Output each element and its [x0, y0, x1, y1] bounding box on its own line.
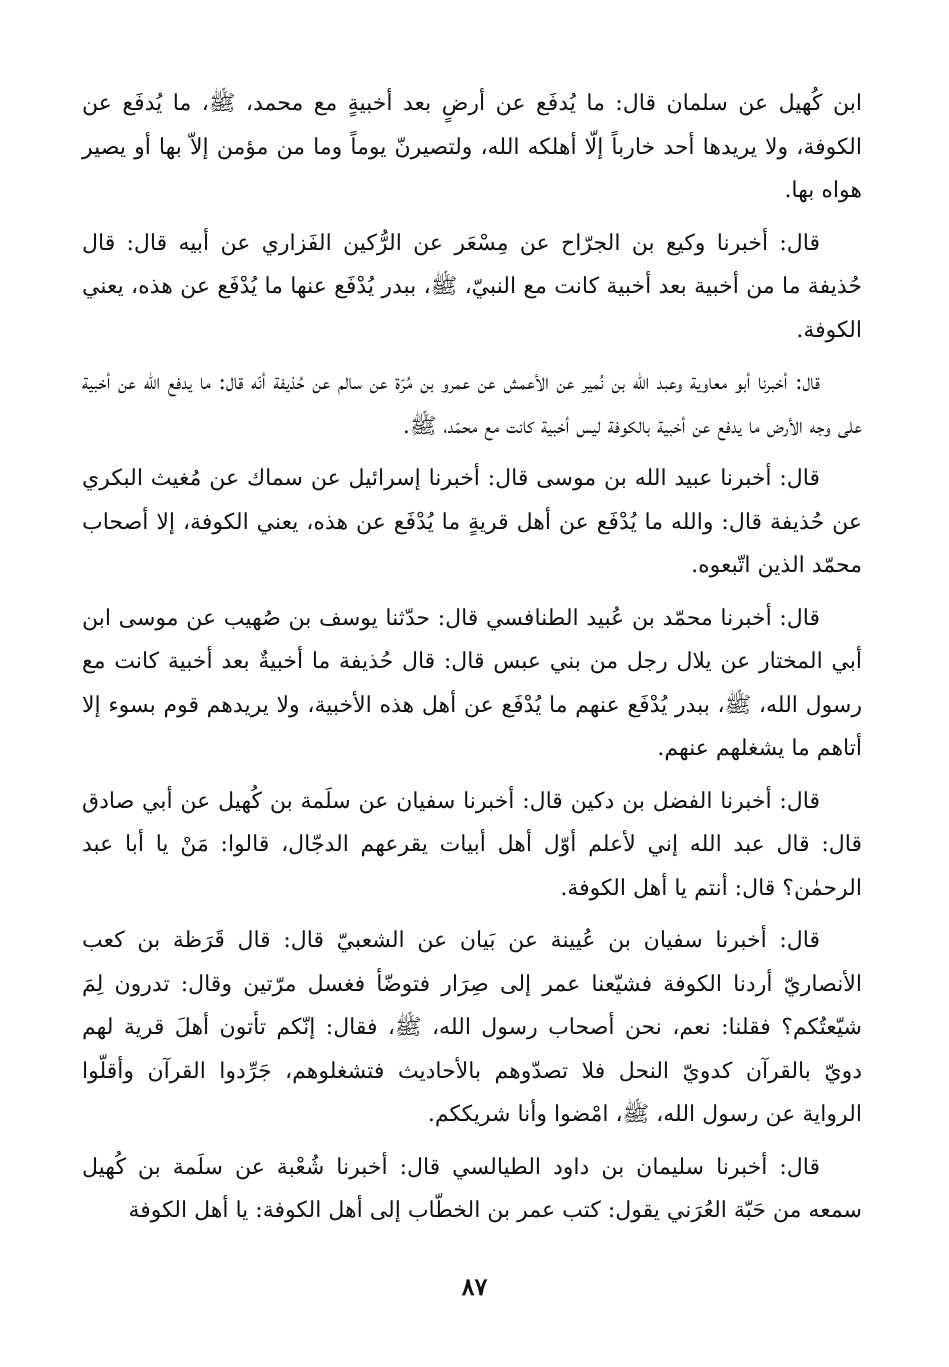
paragraph-5: قال: أخبرنا محمّد بن عُبيد الطنافسي قال: حدّثنا يوسف بن صُهيب عن موسى ابن أبي المختار عن يلال رجل من بني عبس قال: قال حُذيفة ما أخبيةٌ بعد أخبية كانت مع رسول الله، ﷺ، ببدر يُدْفَع عنهم ما يُدْفَع عن أهل هذه الأخبية، ولا يريدهم قوم بسوء إلا أتاهم ما يشغلهم عنهم. [82, 605, 862, 761]
paragraph-2: قال: أخبرنا وكيع بن الجرّاح عن مِسْعَر عن الرُّكين الفَزاري عن أبيه قال: قال حُذيفة ما من أخبية بعد أخبية كانت مع النبيّ، ﷺ، ببدر يُدْفَع عنها ما يُدْفَع عن هذه، يعني الكوفة. [82, 230, 862, 343]
paragraph-7: قال: أخبرنا سفيان بن عُيينة عن بَيان عن الشعبيّ قال: قال قَرَظة بن كعب الأنصاريّ أردنا الكوفة فشيّعنا عمر إلى صِرَار فتوضّأ فغسل مرّتين وقال: تدرون لِمَ شيّعتُكم؟ فقلنا: نعم، نحن أصحاب رسول الله، ﷺ، فقال: إنّكم تأتون أهلَ قرية لهم دويّ بالقرآن كدويّ النحل فلا تصدّوهم بالأحاديث فتشغلوهم، جَرِّدوا القرآن وأقلّوا الرواية عن رسول الله، ﷺ، امْضوا وأنا شريككم. [82, 928, 862, 1127]
paragraph-6: قال: أخبرنا الفضل بن دكين قال: أخبرنا سفيان عن سلَمة بن كُهيل عن أبي صادق قال: قال عبد الله إني لأعلم أوّل أهل أبيات يقرعهم الدجّال، قالوا: مَنْ يا أبا عبد الرحمٰن؟ قال: أنتم يا أهل الكوفة. [82, 788, 862, 901]
body-text [82, 82, 862, 1242]
page-number: ٨٧ [461, 1272, 488, 1301]
paragraph-8: قال: أخبرنا سليمان بن داود الطيالسي قال: أخبرنا شُعْبة عن سلَمة بن كُهيل سمعه من حَبّة العُرَني يقول: كتب عمر بن الخطّاب إلى أهل الكوفة: يا أهل الكوفة [82, 1154, 862, 1223]
paragraph-3: قال: أخبرنا أبو معاوية وعبد الله بن نُمير عن الأعمش عن عمرو بن مُرّة عن سالم عن حُذيفة أنّه قال: ما يدفع الله عن أخبية على وجه الأرض ما يدفع عن أخبية بالكوفة ليس أخبية كانت مع محمّد، ﷺ. [82, 370, 862, 439]
paragraph-1: ابن كُهيل عن سلمان قال: ما يُدفَع عن أرضٍ بعد أخبيةٍ مع محمد، ﷺ، ما يُدفَع عن الكوفة، ولا يريدها أحد خارباً إلّا أهلكه الله، ولتصيرنّ يوماً وما من مؤمن إلاّ بها أو يصير هواه بها. [82, 91, 862, 203]
paragraph-4: قال: أخبرنا عبيد الله بن موسى قال: أخبرنا إسرائيل عن سماك عن مُغيث البكري عن حُذيفة قال: والله ما يُدْفَع عن أهل قريةٍ ما يُدْفَع عن هذه، يعني الكوفة، إلا أصحاب محمّد الذين اتّبعوه. [82, 466, 862, 578]
